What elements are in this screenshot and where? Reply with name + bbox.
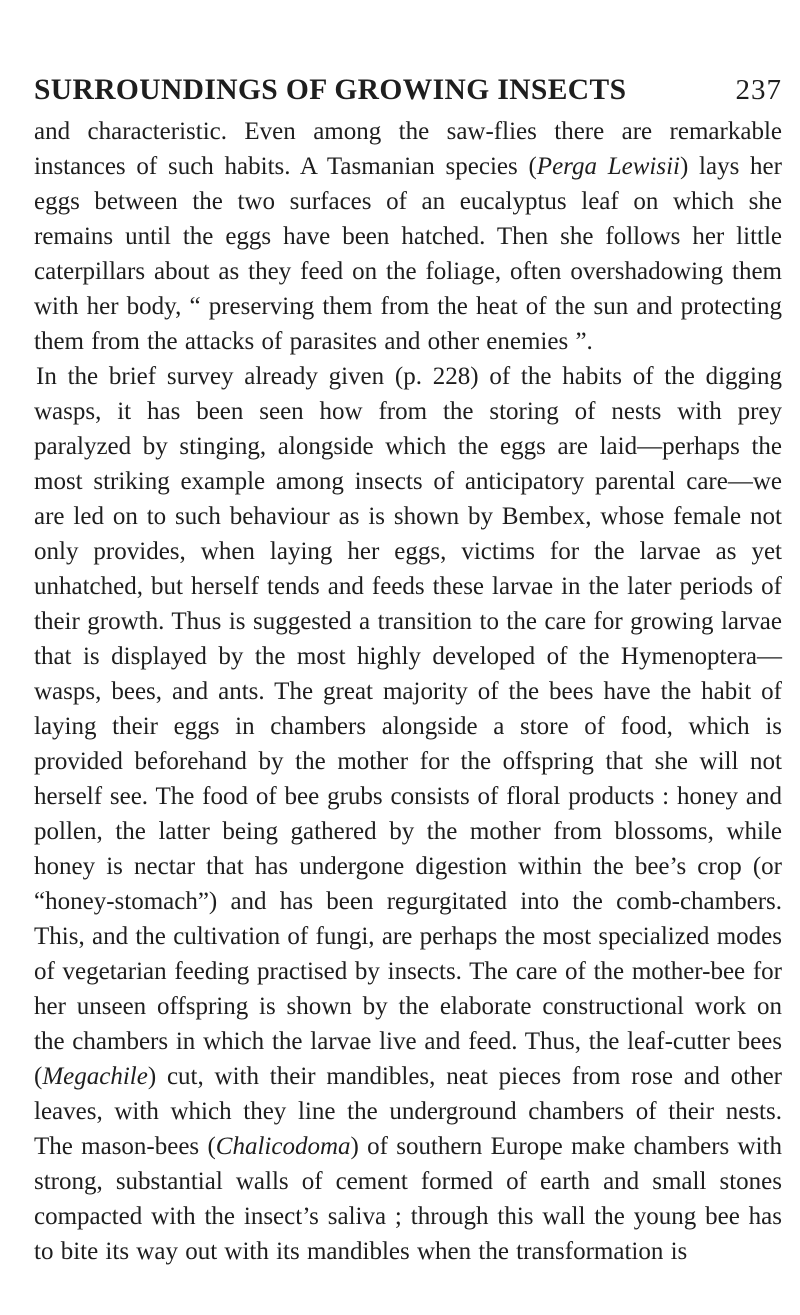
paragraph-2-text-2: ) cut, with their mandibles, neat pieces from rose and other leaves, with which they line the underground chambers of their nests. The mason-bees ( bbox=[34, 1063, 782, 1160]
book-page bbox=[34, 70, 782, 1269]
chapter-title: SURROUNDINGS OF GROWING INSECTS bbox=[34, 74, 627, 106]
species-name-perga-lewisii: Perga Lewisii bbox=[536, 153, 680, 180]
paragraph-1-text-1: and characteristic. Even among the saw-flies there are remarkable instances of such habits. A Tasmanian species ( bbox=[34, 118, 782, 180]
paragraph-1-text-2: ) lays her eggs between the two surfaces of an eucalyptus leaf on which she remains until the eggs have been hatched. Then she follows her little caterpillars about as they feed on the foliage, often overshadowing them with her body, “ preserving them from the heat of the sun and protecting them from the attacks of parasites and other enemies ”. bbox=[34, 153, 782, 355]
paragraph-2-text-3: ) of southern Europe make chambers with strong, substantial walls of cement formed of earth and small stones compacted with the insect’s saliva ; through this wall the young bee has to bite its way out with its mandibles when the transformation is bbox=[34, 1133, 782, 1265]
genus-name-chalicodoma: Chalicodoma bbox=[215, 1133, 351, 1160]
page-number: 237 bbox=[735, 74, 782, 106]
paragraph-1 bbox=[34, 114, 782, 359]
running-head bbox=[34, 70, 782, 110]
body-text bbox=[34, 114, 782, 1269]
paragraph-2 bbox=[34, 359, 782, 1269]
genus-name-megachile: Megachile bbox=[42, 1063, 148, 1090]
paragraph-2-text-1: In the brief survey already given (p. 228) of the habits of the digging wasps, it has been seen how from the storing of nests with prey paralyzed by stinging, alongside which the eggs are laid—perhaps the most striking example among insects of anticipatory parental care—we are led on to such behaviour as is shown by Bembex, whose female not only provides, when laying her eggs, victims for the larvae as yet unhatched, but herself tends and feeds these larvae in the later periods of their growth. Thus is suggested a transition to the care for growing larvae that is displayed by the most highly developed of the Hymenoptera—wasps, bees, and ants. The great majority of the bees have the habit of laying their eggs in chambers alongside a store of food, which is provided beforehand by the mother for the offspring that she will not herself see. The food of bee grubs consists of floral products : honey and pollen, the latter being gathered by the mother from blossoms, while honey is nectar that has undergone digestion within the bee’s crop (or “honey-stomach”) and has been regurgitated into the comb-chambers. This, and the cultivation of fungi, are perhaps the most specialized modes of vegetarian feeding practised by insects. The care of the mother-bee for her unseen offspring is shown by the elaborate constructional work on the chambers in which the larvae live and feed. Thus, the leaf-cutter bees ( bbox=[34, 363, 782, 1090]
